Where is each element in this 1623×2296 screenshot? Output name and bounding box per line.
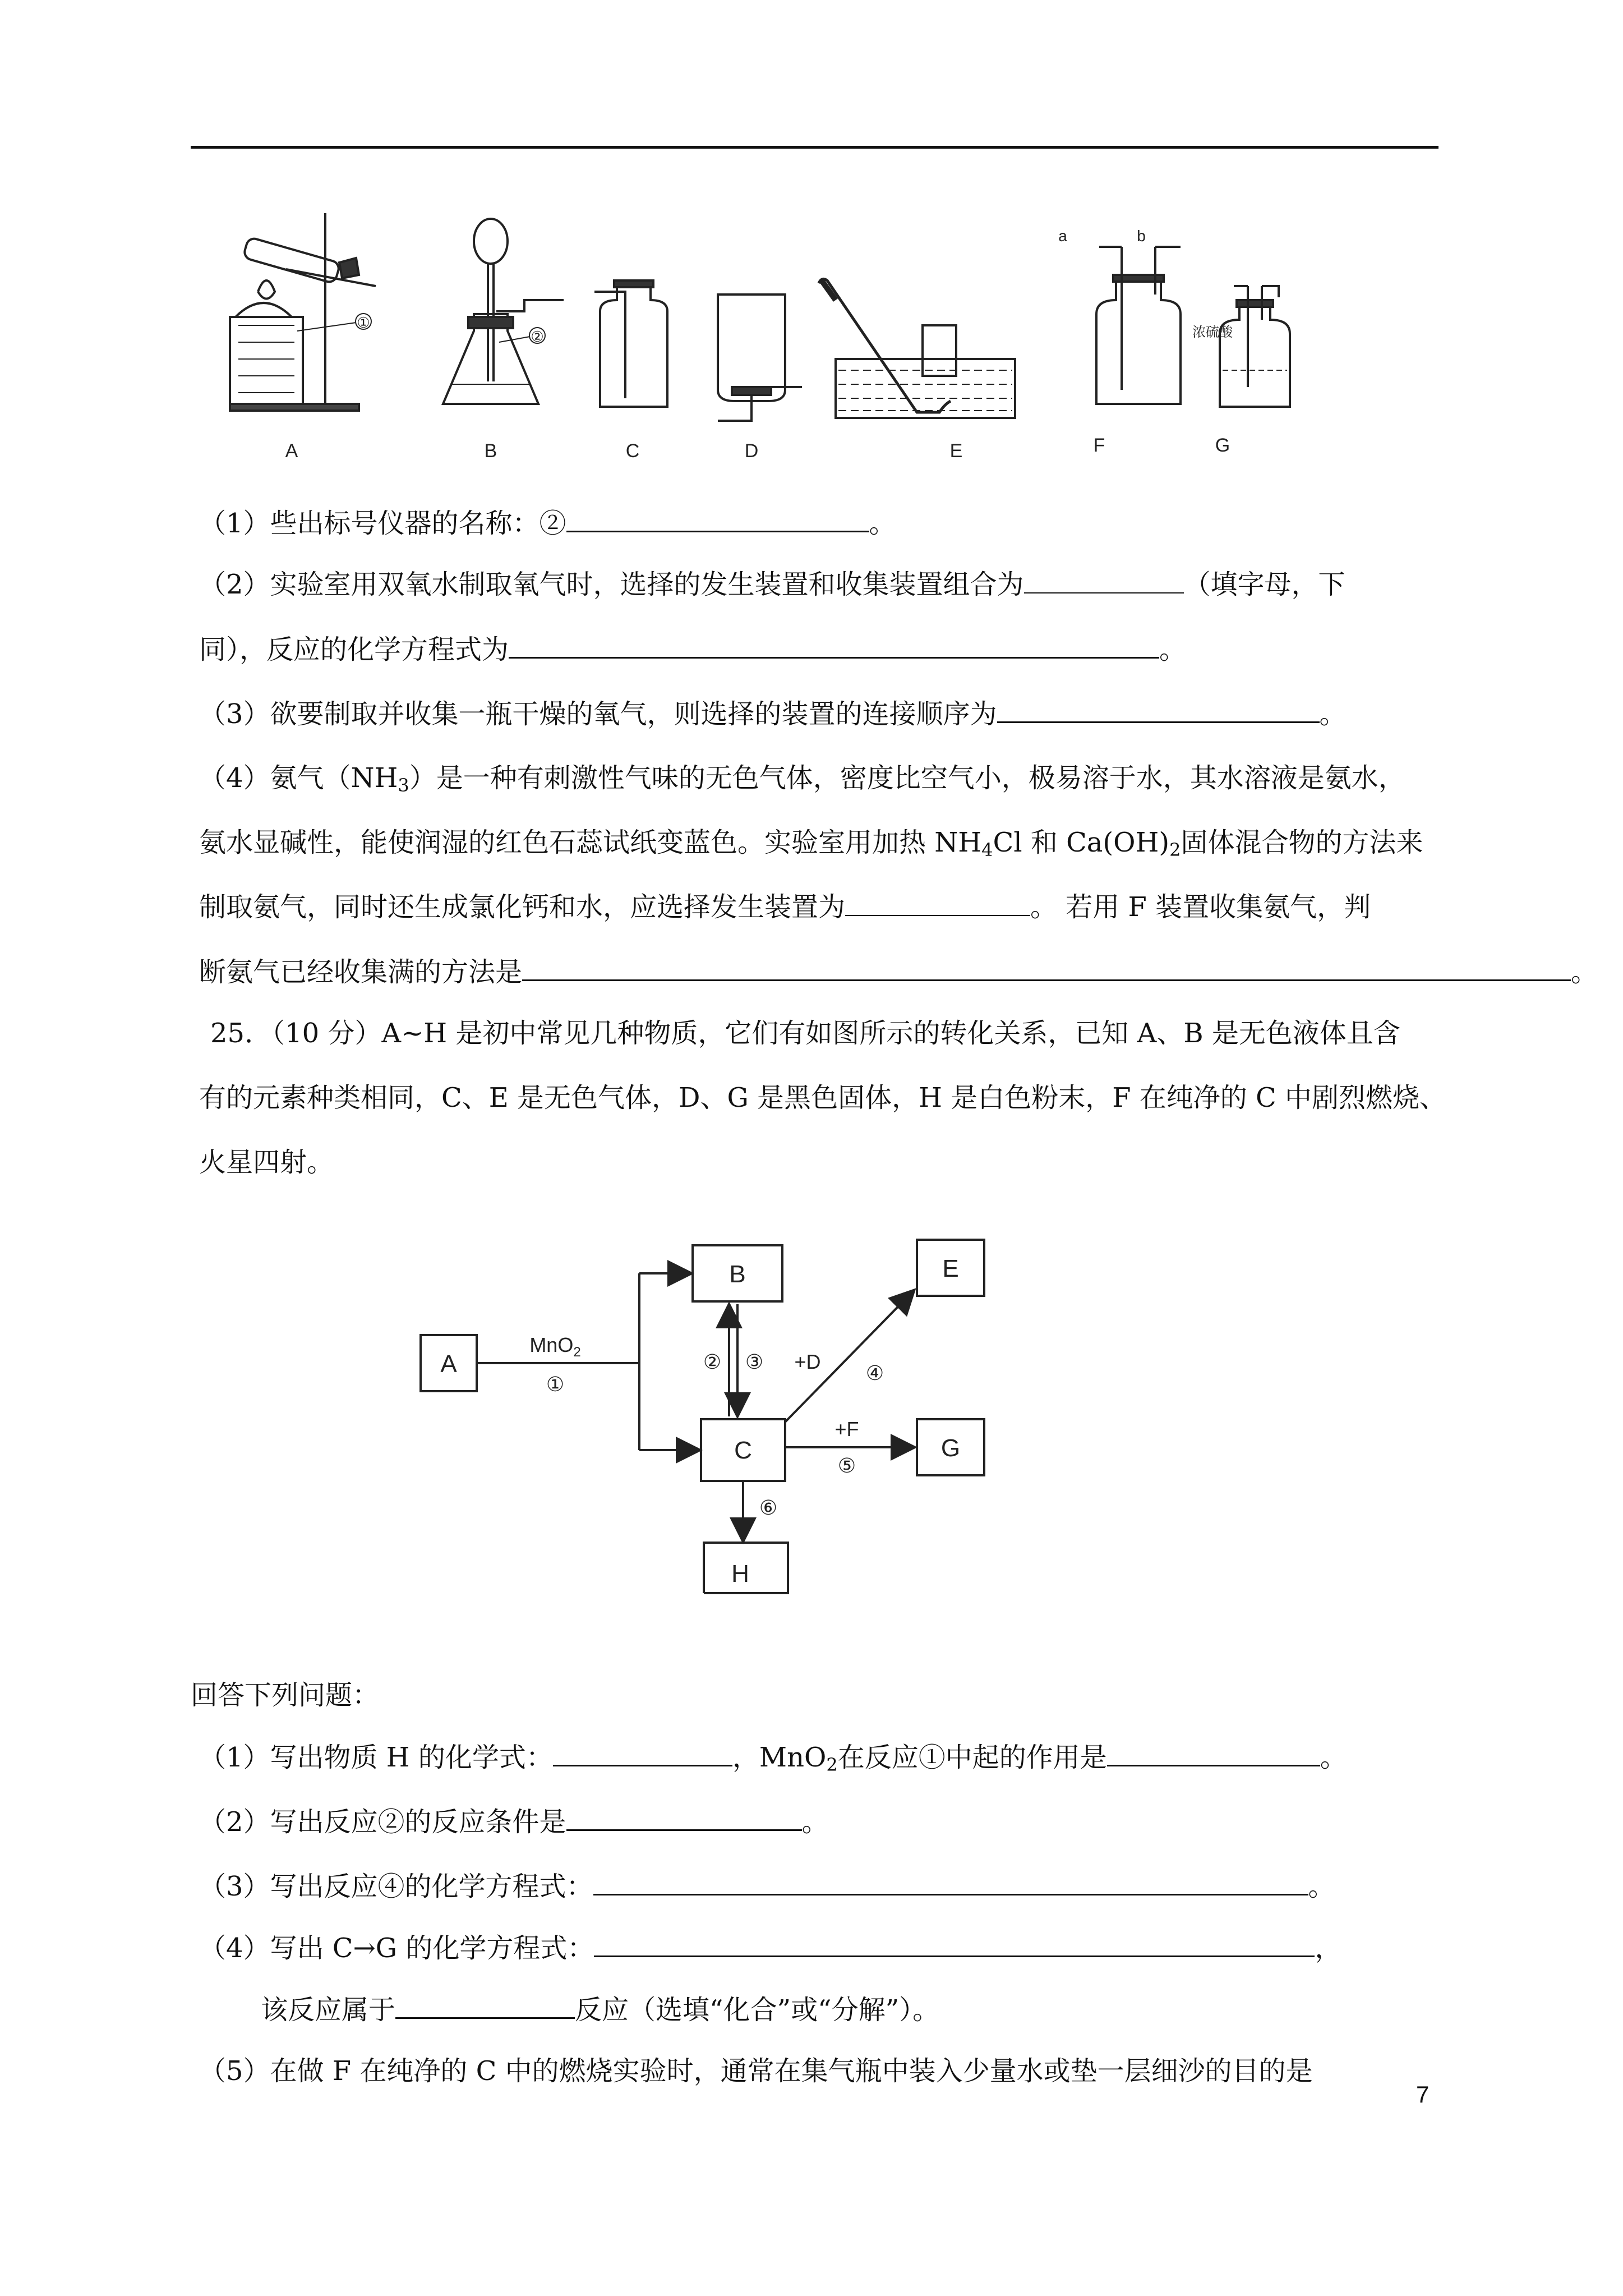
answer-line-2 [199,1803,829,1840]
node-b: B [729,1260,746,1288]
apparatus-c-drawing [594,280,667,407]
q24-p4b-pre: 氨水显碱性，能使润湿的红色石蕊试纸变蓝色。实验室用加热 NH [199,827,982,858]
apparatus-label-e: E [949,440,963,462]
node-h: H [731,1560,749,1588]
label-plus-d: +D [794,1350,821,1373]
apparatus-label-a: A [285,440,298,462]
conversion-diagram [415,1234,1015,1644]
label-plus-f: +F [834,1418,859,1441]
q24-p4d-end: 。 [1571,956,1598,988]
q24-p4b-sub2: 2 [1169,839,1181,861]
answer-4-text: （4）写出 C→G 的化学方程式： [199,1932,594,1964]
apparatus-label-c: C [625,440,640,462]
marker-1: ① [357,314,370,331]
answer-blank[interactable] [1024,567,1184,593]
q24-line-5 [199,760,1405,803]
q24-p3-end: 。 [1319,698,1347,730]
apparatus-g-drawing [1220,286,1290,407]
answer-4-end: ， [1315,1932,1342,1964]
answer-4b-end: 反应（选填“化合”或“分解”）。 [575,1994,940,2026]
q24-line-8 [199,954,1598,990]
q24-p4a-pre: （4）氨气（NH [199,762,398,794]
apparatus-b-drawing [443,219,564,404]
label-r5: ⑤ [837,1454,856,1477]
q24-line-6 [199,825,1423,868]
answer-blank[interactable] [566,505,869,532]
answer-blank[interactable] [522,954,1571,981]
answer-blank[interactable] [553,1739,732,1766]
answer-4b-text: 该反应属于 [261,1994,396,2026]
answer-line-1 [199,1739,1347,1783]
answer-blank[interactable] [845,889,1030,916]
apparatus-label-b: B [484,440,497,462]
label-r3: ③ [745,1350,764,1373]
apparatus-figure [213,202,1324,477]
answer-blank[interactable] [395,1991,575,2019]
answer-1-end: 。 [1320,1742,1347,1773]
q24-p4b-mid: Cl 和 Ca(OH) [993,827,1170,858]
answer-blank[interactable] [509,631,1159,659]
q25-line-3: 火星四射。 [199,1147,334,1178]
apparatus-e-drawing [819,279,1015,418]
answer-blank[interactable] [566,1803,802,1831]
q24-line-3 [199,631,1186,668]
answer-blank[interactable] [1107,1739,1320,1766]
page-number: 7 [1416,2081,1430,2108]
q25-line-1: 25．（10 分）A~H 是初中常见几种物质，它们有如图所示的转化关系，已知 A、B 是无色液体且含 [210,1018,1400,1049]
q24-p2a-end: （填字母，下 [1183,569,1345,600]
answer-line-4b [261,1991,939,2028]
apparatus-label-f: F [1093,435,1105,456]
header-rule [191,146,1438,149]
label-r1: ① [546,1373,565,1396]
answer-1-mid-pre: ，MnO [732,1742,827,1773]
answer-1-pre: （1）写出物质 H 的化学式： [199,1742,553,1773]
answer-line-4 [199,1930,1341,1966]
acid-label: 浓硫酸 [1192,325,1233,340]
answer-3-end: 。 [1308,1871,1335,1902]
q24-line-4 [199,696,1347,732]
answer-line-3 [199,1868,1335,1904]
node-e: E [942,1255,959,1282]
q24-p4d-text: 断氨气已经收集满的方法是 [199,956,523,988]
label-r4: ④ [865,1361,884,1384]
label-mno2: MnO$_2$ [529,1333,581,1360]
apparatus-label-g: G [1215,435,1230,456]
q24-p4c-text: 制取氨气，同时还生成氯化钙和水，应选择发生装置为 [199,891,846,923]
q24-line-7 [199,889,1371,925]
apparatus-f-drawing [1096,247,1181,404]
q25-line-2: 有的元素种类相同，C、E 是无色气体，D、G 是黑色固体，H 是白色粉末，F 在纯净的 C 中剧烈燃烧、 [199,1082,1447,1114]
node-a: A [440,1350,457,1378]
answer-blank[interactable] [593,1868,1308,1895]
q24-p1-text: （1）些出标号仪器的名称：② [199,508,566,539]
answers-intro: 回答下列问题： [191,1680,380,1711]
q24-p1-end: 。 [869,508,896,539]
apparatus-d-drawing [718,295,802,421]
q24-p4a-sub: 3 [398,775,409,796]
marker-2: ② [531,328,544,345]
answer-2-end: 。 [801,1806,829,1838]
q24-p2a-text: （2）实验室用双氧水制取氧气时，选择的发生装置和收集装置组合为 [199,569,1024,600]
label-r2: ② [703,1350,722,1373]
answer-line-5: （5）在做 F 在纯净的 C 中的燃烧实验时，通常在集气瓶中装入少量水或垫一层细沙的目的是 [199,2055,1313,2087]
port-a-label: a [1058,227,1067,245]
answer-2-text: （2）写出反应②的反应条件是 [199,1806,566,1838]
q24-p4c-end: 。 若用 F 装置收集氨气，判 [1030,891,1371,923]
answer-1-mid-sub: 2 [826,1754,838,1775]
q24-p4a-post: ）是一种有刺激性气味的无色气体，密度比空气小，极易溶于水，其水溶液是氨水， [409,762,1405,794]
q24-line-2 [199,567,1345,602]
q24-p2b-end: 。 [1159,634,1187,665]
apparatus-a-drawing [230,213,376,411]
q24-p2b-text: 同），反应的化学方程式为 [199,634,509,665]
q24-p4b-post: 固体混合物的方法来 [1181,827,1423,858]
label-r6: ⑥ [759,1496,778,1519]
q24-line-1 [199,505,896,541]
q24-p3-text: （3）欲要制取并收集一瓶干燥的氧气，则选择的装置的连接顺序为 [199,698,997,730]
apparatus-label-d: D [744,440,759,462]
port-b-label: b [1137,227,1146,245]
answer-1-mid-post: 在反应①中起的作用是 [837,1742,1107,1773]
q24-p4b-sub1: 4 [981,839,993,861]
node-g: G [940,1434,961,1462]
answer-blank[interactable] [997,696,1320,723]
answer-blank[interactable] [594,1930,1315,1957]
node-c: C [734,1437,752,1464]
answer-3-text: （3）写出反应④的化学方程式： [199,1871,593,1902]
